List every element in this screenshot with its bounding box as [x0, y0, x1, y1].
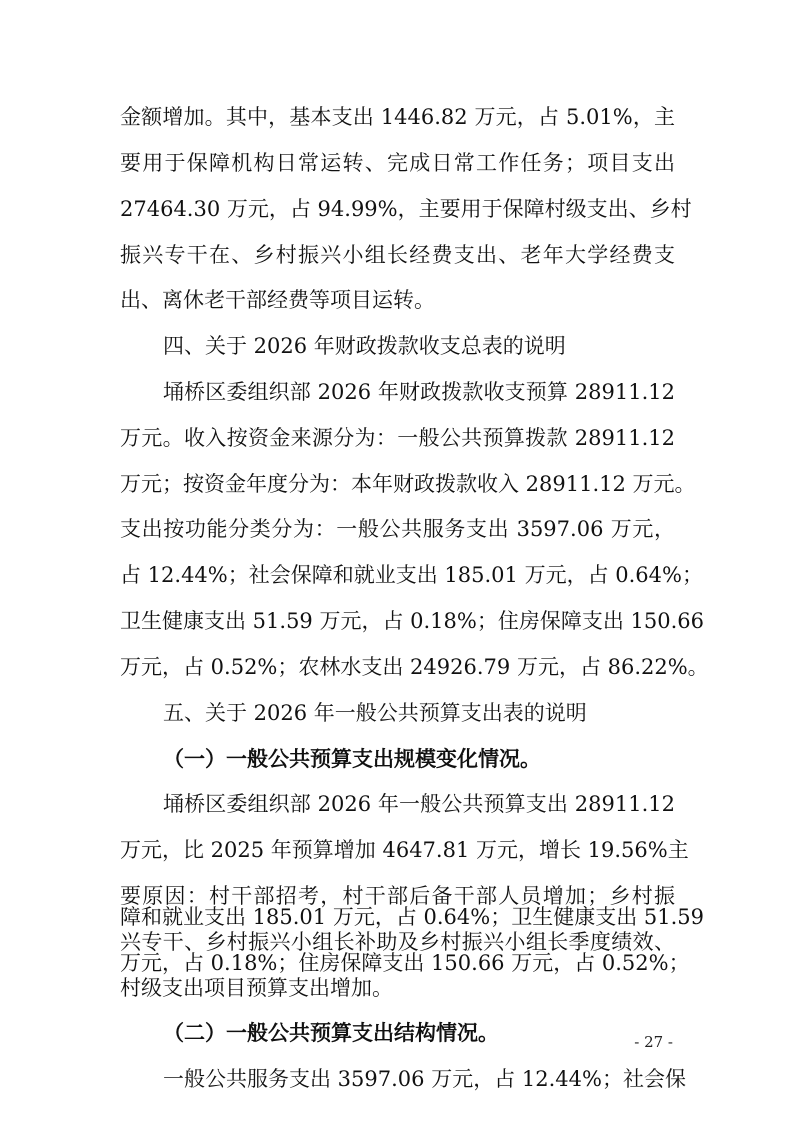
- section-heading: 五、关于 2026 年一般公共预算支出表的说明: [163, 701, 587, 725]
- subsection-heading: （一）一般公共预算支出规模变化情况。: [163, 746, 541, 771]
- paragraph-line: 卫生健康支出 51.59 万元，占 0.18%；住房保障支出 150.66: [120, 609, 705, 633]
- paragraph-line: 障和就业支出 185.01 万元，占 0.64%；卫生健康支出 51.59: [120, 905, 705, 929]
- paragraph-line: 埇桥区委组织部 2026 年财政拨款收支预算 28911.12: [163, 380, 675, 404]
- paragraph-line: 27464.30 万元，占 94.99%，主要用于保障村级支出、乡村: [120, 197, 692, 221]
- paragraph-line: 一般公共服务支出 3597.06 万元，占 12.44%；社会保: [163, 1067, 686, 1091]
- paragraph-line: 支出按功能分类分为：一般公共服务支出 3597.06 万元，: [120, 517, 675, 541]
- paragraph-line: 振兴专干在、乡村振兴小组长经费支出、老年大学经费支: [120, 243, 675, 267]
- paragraph-line: 要用于保障机构日常运转、完成日常工作任务；项目支出: [120, 151, 675, 175]
- paragraph-line: 万元，比 2025 年预算增加 4647.81 万元，增长 19.56%主: [120, 838, 689, 862]
- paragraph-line: 万元。收入按资金来源分为：一般公共预算拨款 28911.12: [120, 426, 675, 450]
- paragraph-line: 万元；按资金年度分为：本年财政拨款收入 28911.12 万元。: [120, 472, 696, 496]
- paragraph-line: 金额增加。其中，基本支出 1446.82 万元，占 5.01%，主: [120, 105, 675, 129]
- paragraph-line: 村级支出项目预算支出增加。: [120, 976, 393, 1000]
- paragraph-line: 埇桥区委组织部 2026 年一般公共预算支出 28911.12: [163, 792, 675, 816]
- paragraph-line: 兴专干、乡村振兴小组长补助及乡村振兴小组长季度绩效、: [120, 930, 675, 954]
- page-number: - 27 -: [634, 1033, 673, 1051]
- paragraph-line: 万元，占 0.52%；农林水支出 24926.79 万元，占 86.22%。: [120, 655, 709, 679]
- paragraph-line: 要原因：村干部招考，村干部后备干部人员增加；乡村振: [120, 884, 675, 908]
- section-heading: 四、关于 2026 年财政拨款收支总表的说明: [163, 334, 566, 358]
- paragraph-line: 出、离休老干部经费等项目运转。: [120, 288, 435, 312]
- subsection-heading: （二）一般公共预算支出结构情况。: [163, 1020, 499, 1045]
- paragraph-line: 万元，占 0.18%；住房保障支出 150.66 万元，占 0.52%；: [120, 951, 690, 975]
- paragraph-line: 占 12.44%；社会保障和就业支出 185.01 万元，占 0.64%；: [120, 563, 703, 587]
